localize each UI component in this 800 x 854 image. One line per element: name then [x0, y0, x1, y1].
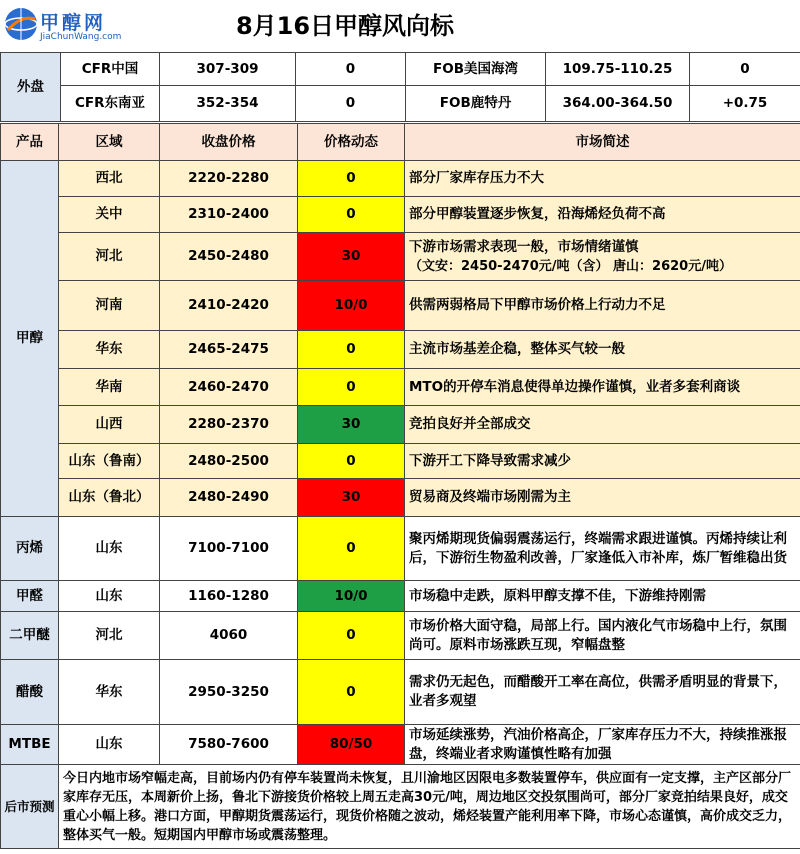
region-cell: 山东 — [59, 581, 160, 612]
price-cell: 2465-2475 — [160, 331, 298, 369]
change-cell: 0 — [298, 161, 405, 197]
external-price: 364.00-364.50 — [546, 86, 690, 122]
change-cell: 10/0 — [298, 281, 405, 331]
external-label: 外盘 — [1, 53, 61, 122]
table-row — [1, 331, 800, 369]
site-logo[interactable] — [4, 6, 132, 46]
logo-text-en: JiaChunWang.com — [40, 32, 122, 42]
summary-cell — [405, 233, 800, 281]
region-cell: 华东 — [59, 331, 160, 369]
change-cell: 0 — [298, 369, 405, 406]
page-title: 8月16日甲醇风向标 — [235, 12, 455, 40]
globe-logo-icon — [4, 7, 38, 41]
table-row — [1, 444, 800, 479]
summary-cell: 市场稳中走跌，原料甲醇支撑不佳，下游维持刚需 — [405, 581, 800, 612]
table-row — [1, 281, 800, 331]
region-cell: 关中 — [59, 197, 160, 233]
price-cell: 2480-2490 — [160, 479, 298, 517]
summary-cell: 供需两弱格局下甲醇市场价格上行动力不足 — [405, 281, 800, 331]
region-cell: 山东 — [59, 725, 160, 765]
external-name: CFR中国 — [61, 53, 160, 86]
external-change: 0 — [690, 53, 800, 86]
summary-cell: 贸易商及终端市场刚需为主 — [405, 479, 800, 517]
product-cell: MTBE — [1, 725, 59, 765]
region-cell: 山东 — [59, 517, 160, 581]
external-name: FOB鹿特丹 — [406, 86, 546, 122]
summary-cell: 市场价格大面守稳，局部上行。国内液化气市场稳中上行，氛围尚可。原料市场涨跌互现，窄幅盘整 — [405, 612, 800, 660]
summary-cell: 部分厂家库存压力不大 — [405, 161, 800, 197]
change-cell: 30 — [298, 479, 405, 517]
external-price: 109.75-110.25 — [546, 53, 690, 86]
price-cell: 2310-2400 — [160, 197, 298, 233]
price-cell: 2460-2470 — [160, 369, 298, 406]
price-cell: 2220-2280 — [160, 161, 298, 197]
product-cell: 甲醛 — [1, 581, 59, 612]
summary-cell: 下游开工下降导致需求减少 — [405, 444, 800, 479]
col-header-change: 价格动态 — [298, 124, 405, 161]
column-header-row — [1, 124, 800, 161]
summary-cell: 聚丙烯期现货偏弱震荡运行，终端需求跟进谨慎。丙烯持续让利后，下游衍生物盈利改善，厂家逢低入市补库，炼厂暂维稳出货 — [405, 517, 800, 581]
summary-cell: 主流市场基差企稳，整体买气较一般 — [405, 331, 800, 369]
region-cell: 河北 — [59, 233, 160, 281]
change-cell: 10/0 — [298, 581, 405, 612]
summary-line-detail: （文安：2450-2470元/吨（含） 唐山：2620元/吨） — [409, 258, 732, 274]
col-header-region: 区域 — [59, 124, 160, 161]
product-cell: 醋酸 — [1, 660, 59, 725]
price-cell: 2950-3250 — [160, 660, 298, 725]
region-cell: 山西 — [59, 406, 160, 444]
change-cell: 0 — [298, 197, 405, 233]
table-row — [1, 197, 800, 233]
table-row — [1, 725, 800, 765]
table-row — [1, 161, 800, 197]
col-header-summary: 市场简述 — [405, 124, 800, 161]
table-row — [1, 517, 800, 581]
summary-cell: 部分甲醇装置逐步恢复，沿海烯烃负荷不高 — [405, 197, 800, 233]
external-name: FOB美国海湾 — [406, 53, 546, 86]
summary-cell: MTO的开停车消息使得单边操作谨慎，业者多套利商谈 — [405, 369, 800, 406]
price-cell: 2450-2480 — [160, 233, 298, 281]
product-cell: 甲醇 — [1, 161, 59, 517]
external-row — [1, 86, 800, 122]
change-cell: 30 — [298, 406, 405, 444]
product-cell: 丙烯 — [1, 517, 59, 581]
table-row — [1, 406, 800, 444]
region-cell: 河南 — [59, 281, 160, 331]
external-change: 0 — [296, 53, 406, 86]
external-name: CFR东南亚 — [61, 86, 160, 122]
external-change: +0.75 — [690, 86, 800, 122]
price-cell: 2480-2500 — [160, 444, 298, 479]
region-cell: 华南 — [59, 369, 160, 406]
summary-cell: 市场延续涨势，汽油价格高企，厂家库存压力不大，持续推涨报盘，终端业者求购谨慎性略有加强 — [405, 725, 800, 765]
price-table — [0, 123, 800, 849]
region-cell: 河北 — [59, 612, 160, 660]
external-price: 352-354 — [160, 86, 296, 122]
region-cell: 西北 — [59, 161, 160, 197]
table-row — [1, 233, 800, 281]
change-cell: 0 — [298, 660, 405, 725]
change-cell: 0 — [298, 444, 405, 479]
summary-cell: 需求仍无起色，而醋酸开工率在高位，供需矛盾明显的背景下，业者多观望 — [405, 660, 800, 725]
table-row — [1, 612, 800, 660]
table-row — [1, 479, 800, 517]
table-row — [1, 369, 800, 406]
external-price: 307-309 — [160, 53, 296, 86]
summary-line: 下游市场需求表现一般，市场情绪谨慎 — [409, 238, 639, 255]
summary-cell: 竞拍良好并全部成交 — [405, 406, 800, 444]
region-cell: 山东（鲁南） — [59, 444, 160, 479]
table-row — [1, 660, 800, 725]
price-cell: 7580-7600 — [160, 725, 298, 765]
price-cell: 4060 — [160, 612, 298, 660]
change-cell: 80/50 — [298, 725, 405, 765]
price-cell: 2410-2420 — [160, 281, 298, 331]
change-cell: 0 — [298, 517, 405, 581]
forecast-text: 今日内地市场窄幅走高，目前场内仍有停车装置尚未恢复，且川渝地区因限电多数装置停车，供应面有一定支撑，主产区部分厂家库存无压，本周新价上扬，鲁北下游接货价格较上周五走高30元/吨，周边地区交投氛围尚可，部分厂家竞拍结果良好，成交重心小幅上移。港口方面，甲醇期货震荡运行，现货价格随之波动，烯烃装置产能利用率下降，市场心态谨慎，高价成交乏力，整体买气一般。短期国内甲醇市场或震荡整理。 — [59, 765, 800, 849]
forecast-row — [1, 765, 800, 849]
table-row — [1, 581, 800, 612]
region-cell: 华东 — [59, 660, 160, 725]
external-change: 0 — [296, 86, 406, 122]
col-header-price: 收盘价格 — [160, 124, 298, 161]
external-price-table — [0, 52, 800, 122]
product-cell: 二甲醚 — [1, 612, 59, 660]
logo-text-cn: 甲醇网 — [40, 12, 107, 34]
change-cell: 0 — [298, 331, 405, 369]
external-row — [1, 53, 800, 86]
price-cell: 2280-2370 — [160, 406, 298, 444]
region-cell: 山东（鲁北） — [59, 479, 160, 517]
price-cell: 1160-1280 — [160, 581, 298, 612]
change-cell: 30 — [298, 233, 405, 281]
header — [0, 0, 800, 50]
col-header-product: 产品 — [1, 124, 59, 161]
change-cell: 0 — [298, 612, 405, 660]
forecast-label: 后市预测 — [1, 765, 59, 849]
price-cell: 7100-7100 — [160, 517, 298, 581]
